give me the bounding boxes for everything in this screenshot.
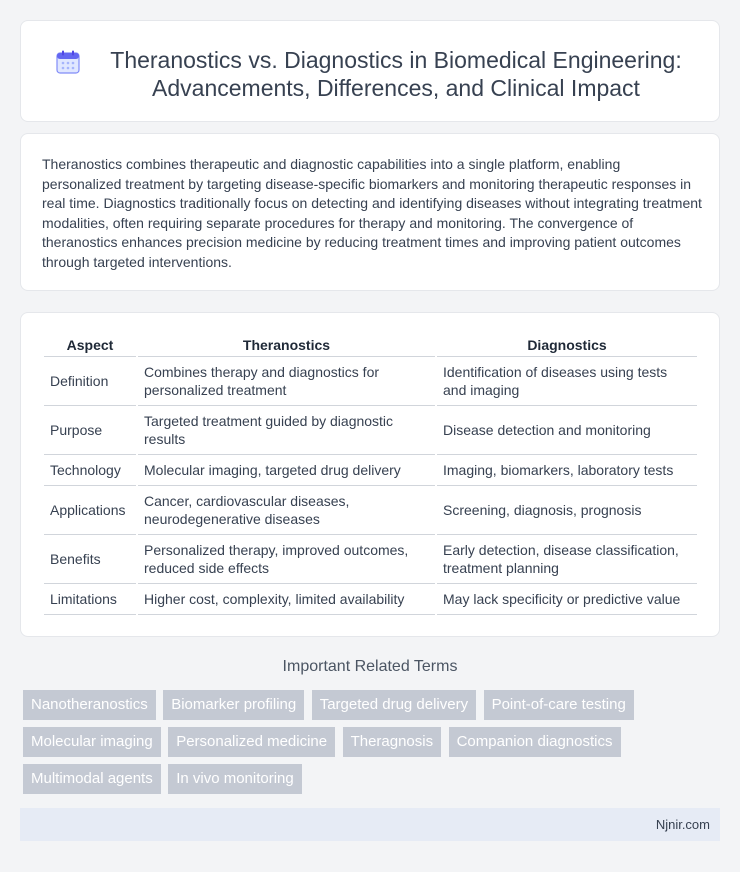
table-row — [44, 455, 697, 486]
term-tag[interactable]: Multimodal agents — [23, 764, 161, 794]
table-header-row — [44, 333, 697, 357]
table-row — [44, 535, 697, 584]
term-tag[interactable]: Companion diagnostics — [449, 727, 621, 757]
term-tag[interactable]: Theragnosis — [343, 727, 442, 757]
cell-diagnostics: Early detection, disease classification, treatment planning — [437, 535, 697, 584]
cell-aspect: Limitations — [44, 584, 136, 615]
table-row — [44, 486, 697, 535]
table-row — [44, 584, 697, 615]
cell-aspect: Technology — [44, 455, 136, 486]
term-tag[interactable]: In vivo monitoring — [168, 764, 302, 794]
cell-theranostics: Personalized therapy, improved outcomes, reduced side effects — [138, 535, 435, 584]
comparison-table — [42, 333, 699, 615]
cell-diagnostics: May lack specificity or predictive value — [437, 584, 697, 615]
page-title — [81, 46, 711, 102]
footer-site-link[interactable]: Njnir.com — [655, 817, 710, 832]
term-tag[interactable]: Molecular imaging — [23, 727, 161, 757]
cell-theranostics: Higher cost, complexity, limited availability — [138, 584, 435, 615]
cell-aspect: Definition — [44, 357, 136, 406]
table-row — [44, 406, 697, 455]
table-row — [44, 357, 697, 406]
cell-theranostics: Cancer, cardiovascular diseases, neurodegenerative diseases — [138, 486, 435, 535]
related-terms-list — [23, 690, 703, 801]
cell-theranostics: Targeted treatment guided by diagnostic results — [138, 406, 435, 455]
header-card — [20, 20, 720, 122]
cell-diagnostics: Imaging, biomarkers, laboratory tests — [437, 455, 697, 486]
header-theranostics: Theranostics — [138, 333, 435, 357]
intro-card — [20, 133, 720, 291]
title-line-1: Theranostics vs. Diagnostics in Biomedical Engineering: — [110, 47, 682, 73]
term-tag[interactable]: Biomarker profiling — [163, 690, 304, 720]
term-tag[interactable]: Nanotheranostics — [23, 690, 156, 720]
header-aspect: Aspect — [44, 333, 136, 357]
cell-diagnostics: Screening, diagnosis, prognosis — [437, 486, 697, 535]
title-line-2: Advancements, Differences, and Clinical Impact — [152, 75, 640, 101]
term-tag[interactable]: Point-of-care testing — [484, 690, 634, 720]
intro-paragraph: Theranostics combines therapeutic and diagnostic capabilities into a single platform, enabling personalized treatment by targeting disease-specific biomarkers and monitoring therapeutic responses in real time. Diagnostics traditionally focus on detecting and identifying diseases without integrating treatment modalities, often requiring separate procedures for therapy and monitoring. The convergence of theranostics enhances precision medicine by reducing treatment times and improving patient outcomes through targeted interventions. — [42, 156, 702, 270]
cell-aspect: Purpose — [44, 406, 136, 455]
cell-diagnostics: Identification of diseases using tests and imaging — [437, 357, 697, 406]
calendar-icon — [54, 48, 82, 76]
cell-aspect: Applications — [44, 486, 136, 535]
term-tag[interactable]: Personalized medicine — [168, 727, 335, 757]
comparison-card — [20, 312, 720, 637]
term-tag[interactable]: Targeted drug delivery — [312, 690, 476, 720]
cell-theranostics: Molecular imaging, targeted drug delivery — [138, 455, 435, 486]
header-diagnostics: Diagnostics — [437, 333, 697, 357]
related-terms-title: Important Related Terms — [282, 658, 458, 675]
cell-diagnostics: Disease detection and monitoring — [437, 406, 697, 455]
footer — [20, 808, 720, 841]
cell-aspect: Benefits — [44, 535, 136, 584]
cell-theranostics: Combines therapy and diagnostics for personalized treatment — [138, 357, 435, 406]
